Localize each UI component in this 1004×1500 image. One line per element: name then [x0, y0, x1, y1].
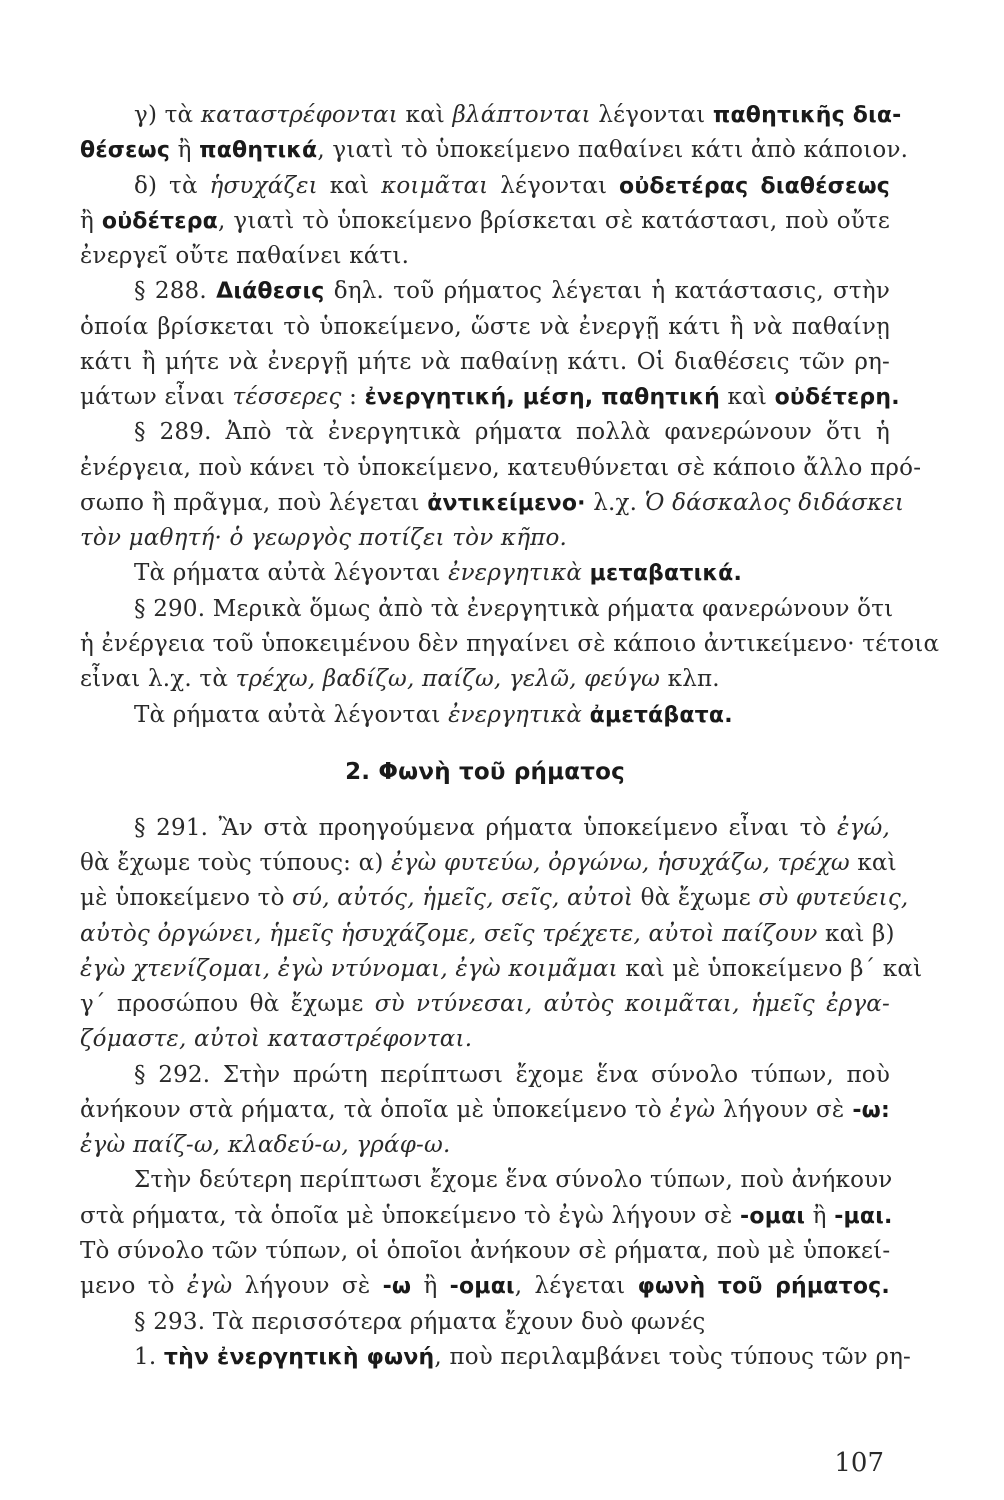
- bold-term: -ω:: [852, 1098, 890, 1123]
- text-line: [80, 206, 890, 237]
- text-span: § 290. Μερικὰ ὅμως ἀπὸ τὰ ἐνεργητικὰ ρήματα φανερώνουν ὅτι: [134, 596, 894, 622]
- text-span: Τὰ ρήματα αὐτὰ λέγονται: [134, 560, 449, 586]
- text-span: ἢ: [170, 137, 200, 163]
- text-line: [80, 135, 909, 166]
- text-line: [80, 594, 894, 624]
- text-span: :: [341, 384, 365, 410]
- text-span: εἶναι λ.χ. τὰ: [80, 666, 236, 692]
- italic-example: σύ, αὐτός, ἡμεῖς, σεῖς, αὐτοὶ: [292, 885, 634, 911]
- text-line: [80, 813, 890, 843]
- text-span: ὁποία βρίσκεται τὸ ὑποκείμενο, ὥστε νὰ ἐνεργῇ κάτι ἢ νὰ παθαίνῃ: [80, 314, 890, 340]
- text-span: καὶ μὲ ὑποκείμενο β΄ καὶ: [617, 956, 923, 982]
- text-span: § 292. Στὴν πρώτη περίπτωσι ἔχομε ἕνα σύνολο τύπων, ποὺ: [134, 1062, 890, 1088]
- text-line: [80, 1236, 890, 1266]
- text-span: ἡ ἐνέργεια τοῦ ὑποκειμένου δὲν πηγαίνει σὲ κάποιο ἀντικείμενο· τέτοια: [80, 631, 940, 657]
- text-span: γ) τὰ: [134, 102, 201, 128]
- italic-example: τὸν μαθητή· ὁ γεωργὸς ποτίζει τὸν κῆπο.: [80, 525, 568, 551]
- bold-term: -ομαι: [449, 1274, 515, 1299]
- italic-example: τρέχω, βαδίζω, παίζω, γελῶ, φεύγω: [235, 666, 661, 692]
- italic-example: σὺ φυτεύεις,: [758, 885, 909, 911]
- bold-term: θέσεως: [80, 138, 171, 163]
- text-span: § 288.: [134, 278, 217, 304]
- text-span: δ) τὰ: [134, 173, 210, 199]
- italic-example: αὐτὸς ὀργώνει, ἡμεῖς ἡσυχάζομε, σεῖς τρέχετε, αὐτοὶ παίζουν: [80, 921, 818, 947]
- text-line: [80, 382, 900, 413]
- text-span: καὶ: [849, 850, 897, 876]
- bold-term: παθητικῆς δια-: [712, 103, 902, 128]
- text-span: , γιατὶ τὸ ὑποκείμενο παθαίνει κάτι ἀπὸ κάποιον.: [317, 137, 909, 163]
- bold-term: ἀντικείμενο·: [427, 491, 586, 516]
- heading-text: 2. Φωνὴ τοῦ ρήματος: [345, 759, 625, 785]
- text-line: [80, 312, 890, 342]
- text-span: καὶ: [397, 102, 453, 128]
- text-span: § 293. Τὰ περισσότερα ρήματα ἔχουν δυὸ φωνές: [134, 1309, 706, 1335]
- bold-term: οὐδέτερη.: [774, 385, 900, 410]
- bold-term: -ομαι: [740, 1204, 806, 1229]
- italic-example: ἐγὼ χτενίζομαι, ἐγὼ ντύνομαι, ἐγὼ κοιμᾶμαι: [80, 956, 618, 982]
- page-number: 107: [834, 1448, 884, 1478]
- text-span: , ποὺ περιλαμβάνει τοὺς τύπους τῶν ρη-: [434, 1344, 912, 1370]
- italic-example: κοιμᾶται: [381, 173, 489, 199]
- text-span: ἢ: [411, 1273, 450, 1299]
- italic-example: Ὁ δάσκαλος διδάσκει: [644, 490, 905, 516]
- text-line: [80, 453, 922, 483]
- bold-term: -ω: [382, 1274, 412, 1299]
- text-span: κάτι ἢ μήτε νὰ ἐνεργῇ μήτε νὰ παθαίνῃ κάτι. Οἱ διαθέσεις τῶν ρη-: [80, 349, 890, 375]
- italic-example: ἐγώ,: [837, 815, 890, 841]
- text-span: ἀνήκουν στὰ ρήματα, τὰ ὁποῖα μὲ ὑποκείμενο τὸ: [80, 1097, 670, 1123]
- text-line: [80, 848, 897, 878]
- italic-example: ἡσυχάζει: [209, 173, 318, 199]
- text-span: κλπ.: [660, 666, 720, 692]
- bold-term: ἀμετάβατα.: [589, 703, 733, 728]
- italic-example: ἐγὼ: [186, 1273, 233, 1299]
- text-line: [80, 1271, 890, 1302]
- text-span: θὰ ἔχωμε τοὺς τύπους: α): [80, 850, 392, 876]
- text-span: [582, 560, 590, 586]
- bold-term: -μαι.: [834, 1204, 893, 1229]
- bold-term: Διάθεσις: [216, 279, 325, 304]
- text-span: Τὰ ρήματα αὐτὰ λέγονται: [134, 702, 449, 728]
- bold-term: παθητικά: [199, 138, 318, 163]
- text-span: μὲ ὑποκείμενο τὸ: [80, 885, 293, 911]
- text-line: [80, 1307, 890, 1337]
- text-span: θὰ ἔχωμε: [633, 885, 759, 911]
- text-span: καὶ: [720, 384, 775, 410]
- text-line: [80, 1130, 890, 1160]
- bold-term: οὐδέτερα: [101, 209, 218, 234]
- text-span: καὶ: [317, 173, 382, 199]
- text-span: μάτων εἶναι: [80, 384, 233, 410]
- bold-term: μεταβατικά.: [589, 561, 743, 586]
- text-span: [582, 702, 590, 728]
- text-span: ἐνέργεια, ποὺ κάνει τὸ ὑποκείμενο, κατευθύνεται σὲ κάποιο ἄλλο πρό-: [80, 455, 922, 481]
- text-line: [80, 700, 890, 731]
- italic-example: ζόμαστε, αὐτοὶ καταστρέφονται.: [80, 1026, 473, 1052]
- text-span: γ΄ προσώπου θὰ ἔχωμε: [80, 991, 375, 1017]
- text-line: [80, 989, 890, 1019]
- italic-example: σὺ ντύνεσαι, αὐτὸς κοιμᾶται, ἡμεῖς ἐργα-: [374, 991, 890, 1017]
- text-line: [80, 488, 905, 519]
- text-line: [80, 100, 902, 131]
- italic-example: ἐγὼ φυτεύω, ὀργώνω, ἡσυχάζω, τρέχω: [391, 850, 850, 876]
- text-span: δηλ. τοῦ ρήματος λέγεται ἡ κατάστασις, στὴν: [324, 278, 891, 304]
- italic-example: τέσσερες: [232, 384, 342, 410]
- text-line: [80, 347, 890, 377]
- text-span: στὰ ρήματα, τὰ ὁποῖα μὲ ὑποκείμενο τὸ ἐγὼ λήγουν σὲ: [80, 1203, 741, 1229]
- bold-term: ἐνεργητική, μέση, παθητική: [364, 385, 721, 410]
- text-span: μενο τὸ: [80, 1273, 187, 1299]
- text-span: Τὸ σύνολο τῶν τύπων, οἱ ὁποῖοι ἀνήκουν σὲ ρήματα, ποὺ μὲ ὑποκεί-: [80, 1238, 891, 1264]
- text-span: σωπο ἢ πρᾶγμα, ποὺ λέγεται: [80, 490, 428, 516]
- text-span: ἐνεργεῖ οὔτε παθαίνει κάτι.: [80, 243, 410, 269]
- text-span: λήγουν σὲ: [232, 1273, 383, 1299]
- text-span: λέγονται: [488, 173, 620, 199]
- text-span: καὶ β): [817, 921, 895, 947]
- italic-example: ἐγὼ παίζ-ω, κλαδεύ-ω, γράφ-ω.: [80, 1132, 451, 1158]
- section-heading: [80, 757, 890, 787]
- italic-example: βλάπτονται: [452, 102, 591, 128]
- text-span: λήγουν σὲ: [715, 1097, 853, 1123]
- text-line: [80, 558, 890, 589]
- text-line: [80, 523, 890, 553]
- text-line: [80, 919, 895, 949]
- text-span: 1.: [134, 1344, 164, 1370]
- text-line: [80, 1342, 912, 1373]
- text-line: [80, 276, 890, 307]
- bold-term: οὐδετέρας διαθέσεως: [619, 174, 891, 199]
- text-line: [80, 1095, 890, 1126]
- text-span: ἢ: [805, 1203, 835, 1229]
- text-line: [80, 417, 890, 447]
- italic-example: ἐγὼ: [669, 1097, 716, 1123]
- italic-example: καταστρέφονται: [200, 102, 398, 128]
- text-span: § 291. Ἂν στὰ προηγούμενα ρήματα ὑποκείμενο εἶναι τὸ: [134, 815, 838, 841]
- text-span: λ.χ.: [585, 490, 645, 516]
- italic-example: ἐνεργητικὰ: [448, 560, 583, 586]
- text-span: , γιατὶ τὸ ὑποκείμενο βρίσκεται σὲ κατάστασι, ποὺ οὔτε: [217, 208, 890, 234]
- text-span: § 289. Ἀπὸ τὰ ἐνεργητικὰ ρήματα πολλὰ φανερώνουν ὅτι ἡ: [134, 419, 890, 445]
- bold-term: φωνὴ τοῦ ρήματος.: [637, 1274, 890, 1299]
- text-line: [80, 241, 890, 271]
- text-line: [80, 954, 923, 984]
- text-line: [80, 664, 890, 694]
- text-line: [80, 629, 940, 659]
- text-span: Στὴν δεύτερη περίπτωσι ἔχομε ἕνα σύνολο τύπων, ποὺ ἀνήκουν: [134, 1167, 893, 1193]
- text-span: , λέγεται: [514, 1273, 638, 1299]
- text-span: ἢ: [80, 208, 102, 234]
- text-line: [80, 1201, 893, 1232]
- text-line: [80, 1024, 890, 1054]
- text-line: [80, 171, 890, 202]
- text-line: [80, 1165, 893, 1195]
- text-line: [80, 883, 909, 913]
- text-line: [80, 1060, 890, 1090]
- text-span: λέγονται: [590, 102, 713, 128]
- bold-term: τὴν ἐνεργητικὴ φωνή: [163, 1345, 435, 1370]
- italic-example: ἐνεργητικὰ: [448, 702, 583, 728]
